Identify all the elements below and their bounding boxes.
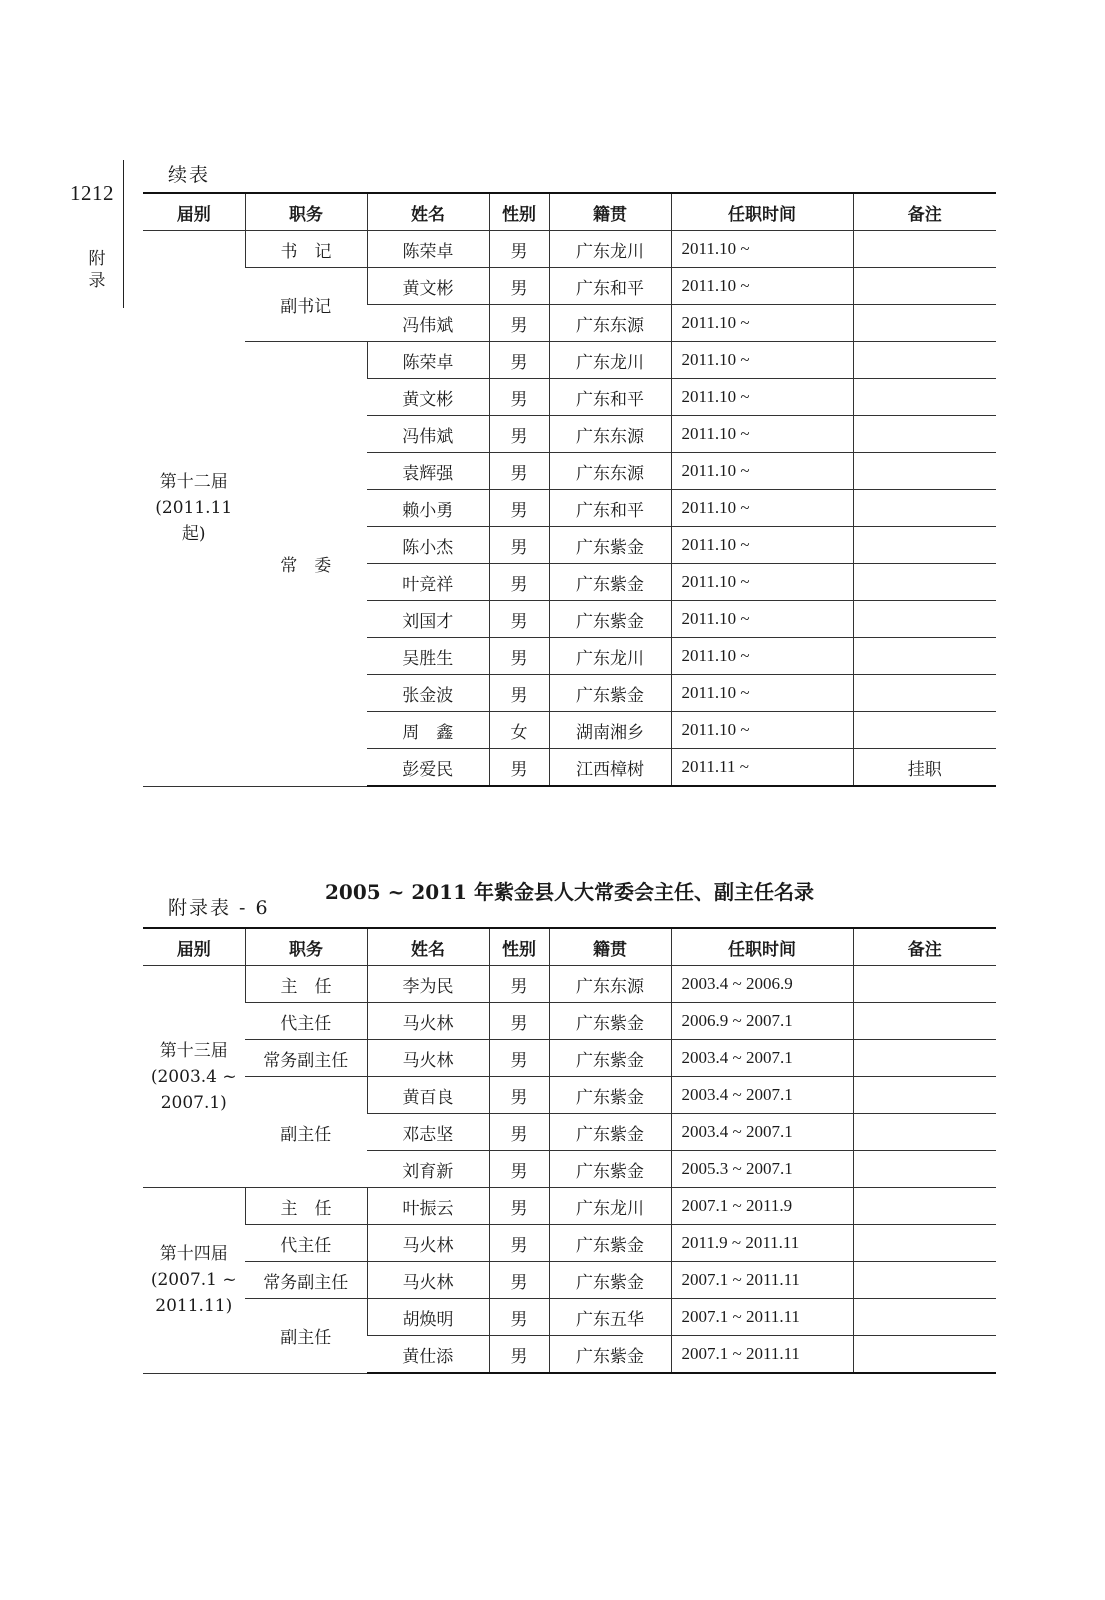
member-origin: 江西樟树 — [549, 749, 671, 787]
member-origin: 广东紫金 — [549, 1077, 671, 1114]
member-gender: 男 — [489, 1188, 549, 1225]
member-gender: 男 — [489, 416, 549, 453]
member-period: 2007.1 ~ 2011.9 — [671, 1188, 853, 1225]
table-row — [143, 1077, 996, 1114]
member-gender: 男 — [489, 527, 549, 564]
column-header: 性别 — [489, 928, 549, 966]
column-header: 备注 — [853, 193, 996, 231]
table-row — [143, 1225, 996, 1262]
member-name: 黄百良 — [367, 1077, 489, 1114]
term-period: (2011.11 起) — [155, 498, 233, 545]
table-row — [143, 1299, 996, 1336]
member-gender: 男 — [489, 1262, 549, 1299]
member-origin: 广东东源 — [549, 453, 671, 490]
member-name: 马火林 — [367, 1225, 489, 1262]
member-note — [853, 1188, 996, 1225]
member-gender: 男 — [489, 1225, 549, 1262]
column-header: 籍贯 — [549, 928, 671, 966]
member-note — [853, 675, 996, 712]
role-cell: 主 任 — [245, 1188, 367, 1225]
header-row — [143, 193, 996, 231]
role-cell: 常务副主任 — [245, 1262, 367, 1299]
member-note — [853, 490, 996, 527]
member-period: 2003.4 ~ 2007.1 — [671, 1114, 853, 1151]
member-origin: 广东紫金 — [549, 1336, 671, 1374]
member-origin: 广东和平 — [549, 490, 671, 527]
member-name: 张金波 — [367, 675, 489, 712]
member-note — [853, 268, 996, 305]
role-cell: 副书记 — [245, 268, 367, 342]
member-origin: 广东紫金 — [549, 1151, 671, 1188]
member-name: 黄文彬 — [367, 268, 489, 305]
member-gender: 男 — [489, 749, 549, 787]
member-period: 2011.10 ~ — [671, 379, 853, 416]
table2-caption: 附录表 - 6 — [168, 897, 270, 919]
member-period: 2011.11 ~ — [671, 749, 853, 787]
column-header: 籍贯 — [549, 193, 671, 231]
member-period: 2011.10 ~ — [671, 305, 853, 342]
member-name: 陈小杰 — [367, 527, 489, 564]
member-note — [853, 416, 996, 453]
role-cell: 副主任 — [245, 1077, 367, 1188]
member-origin: 广东紫金 — [549, 675, 671, 712]
member-origin: 广东和平 — [549, 268, 671, 305]
column-header: 届别 — [143, 928, 245, 966]
column-header: 届别 — [143, 193, 245, 231]
member-note — [853, 966, 996, 1003]
member-origin: 广东紫金 — [549, 1040, 671, 1077]
member-period: 2011.10 ~ — [671, 490, 853, 527]
member-gender: 男 — [489, 1299, 549, 1336]
role-cell: 常务副主任 — [245, 1040, 367, 1077]
member-period: 2011.10 ~ — [671, 416, 853, 453]
term-name: 第十二届 — [159, 472, 228, 493]
term-cell — [143, 966, 245, 1188]
member-name: 刘国才 — [367, 601, 489, 638]
member-note: 挂职 — [853, 749, 996, 787]
section-title: 2005 ~ 2011 年紫金县人大常委会主任、副主任名录 — [325, 880, 814, 904]
member-origin: 广东龙川 — [549, 342, 671, 379]
column-header: 任职时间 — [671, 928, 853, 966]
page-number: 1212 — [70, 181, 114, 205]
member-note — [853, 231, 996, 268]
column-header: 备注 — [853, 928, 996, 966]
term-period: (2003.4 ~ 2007.1) — [150, 1066, 237, 1113]
member-note — [853, 1077, 996, 1114]
member-name: 冯伟斌 — [367, 305, 489, 342]
role-cell: 代主任 — [245, 1225, 367, 1262]
column-header: 姓名 — [367, 193, 489, 231]
member-note — [853, 305, 996, 342]
member-origin: 广东紫金 — [549, 564, 671, 601]
member-note — [853, 1262, 996, 1299]
member-period: 2011.10 ~ — [671, 342, 853, 379]
member-gender: 男 — [489, 1151, 549, 1188]
npc-leaders-table — [143, 927, 996, 1374]
member-gender: 男 — [489, 453, 549, 490]
member-origin: 广东东源 — [549, 305, 671, 342]
member-name: 彭爱民 — [367, 749, 489, 787]
member-name: 黄文彬 — [367, 379, 489, 416]
member-origin: 广东龙川 — [549, 231, 671, 268]
role-cell: 书 记 — [245, 231, 367, 268]
column-header: 任职时间 — [671, 193, 853, 231]
member-name: 刘育新 — [367, 1151, 489, 1188]
member-name: 黄仕添 — [367, 1336, 489, 1374]
member-note — [853, 379, 996, 416]
member-origin: 广东东源 — [549, 966, 671, 1003]
member-gender: 男 — [489, 1003, 549, 1040]
member-period: 2003.4 ~ 2007.1 — [671, 1040, 853, 1077]
member-gender: 男 — [489, 1040, 549, 1077]
member-gender: 男 — [489, 268, 549, 305]
member-period: 2011.10 ~ — [671, 638, 853, 675]
member-name: 马火林 — [367, 1040, 489, 1077]
member-gender: 男 — [489, 1114, 549, 1151]
member-name: 陈荣卓 — [367, 231, 489, 268]
member-gender: 男 — [489, 1336, 549, 1374]
member-gender: 男 — [489, 1077, 549, 1114]
committee-table — [143, 192, 996, 787]
table1-caption: 续表 — [168, 164, 211, 186]
member-name: 胡焕明 — [367, 1299, 489, 1336]
member-note — [853, 342, 996, 379]
member-period: 2011.9 ~ 2011.11 — [671, 1225, 853, 1262]
member-gender: 男 — [489, 379, 549, 416]
member-period: 2006.9 ~ 2007.1 — [671, 1003, 853, 1040]
member-period: 2011.10 ~ — [671, 564, 853, 601]
role-cell: 副主任 — [245, 1299, 367, 1374]
member-period: 2007.1 ~ 2011.11 — [671, 1262, 853, 1299]
member-gender: 男 — [489, 490, 549, 527]
member-note — [853, 564, 996, 601]
role-cell: 代主任 — [245, 1003, 367, 1040]
member-period: 2007.1 ~ 2011.11 — [671, 1336, 853, 1374]
column-header: 职务 — [245, 193, 367, 231]
side-section-label: 附录 — [88, 249, 106, 291]
member-period: 2011.10 ~ — [671, 675, 853, 712]
member-name: 马火林 — [367, 1262, 489, 1299]
member-note — [853, 1040, 996, 1077]
member-origin: 广东紫金 — [549, 527, 671, 564]
member-origin: 湖南湘乡 — [549, 712, 671, 749]
member-name: 叶竞祥 — [367, 564, 489, 601]
table-row — [143, 1188, 996, 1225]
member-origin: 广东东源 — [549, 416, 671, 453]
member-period: 2003.4 ~ 2007.1 — [671, 1077, 853, 1114]
member-origin: 广东紫金 — [549, 1225, 671, 1262]
member-note — [853, 1151, 996, 1188]
member-gender: 男 — [489, 638, 549, 675]
member-period: 2005.3 ~ 2007.1 — [671, 1151, 853, 1188]
member-period: 2003.4 ~ 2006.9 — [671, 966, 853, 1003]
member-gender: 男 — [489, 601, 549, 638]
member-gender: 男 — [489, 675, 549, 712]
member-name: 叶振云 — [367, 1188, 489, 1225]
member-period: 2011.10 ~ — [671, 268, 853, 305]
table-row — [143, 966, 996, 1003]
member-gender: 男 — [489, 231, 549, 268]
member-note — [853, 1225, 996, 1262]
member-note — [853, 1003, 996, 1040]
member-gender: 男 — [489, 564, 549, 601]
member-period: 2007.1 ~ 2011.11 — [671, 1299, 853, 1336]
member-origin: 广东和平 — [549, 379, 671, 416]
table-row — [143, 268, 996, 305]
member-origin: 广东紫金 — [549, 1003, 671, 1040]
term-name: 第十三届 — [159, 1040, 228, 1061]
column-header: 职务 — [245, 928, 367, 966]
table-row — [143, 1040, 996, 1077]
member-name: 吴胜生 — [367, 638, 489, 675]
header-row — [143, 928, 996, 966]
member-origin: 广东龙川 — [549, 638, 671, 675]
member-origin: 广东五华 — [549, 1299, 671, 1336]
member-period: 2011.10 ~ — [671, 527, 853, 564]
member-origin: 广东紫金 — [549, 1262, 671, 1299]
column-header: 性别 — [489, 193, 549, 231]
term-period: (2007.1 ~ 2011.11) — [150, 1270, 237, 1317]
member-origin: 广东紫金 — [549, 601, 671, 638]
member-name: 赖小勇 — [367, 490, 489, 527]
member-note — [853, 601, 996, 638]
member-note — [853, 527, 996, 564]
table-row — [143, 1262, 996, 1299]
member-name: 周 鑫 — [367, 712, 489, 749]
member-period: 2011.10 ~ — [671, 712, 853, 749]
member-period: 2011.10 ~ — [671, 231, 853, 268]
member-name: 冯伟斌 — [367, 416, 489, 453]
side-rule — [123, 160, 124, 308]
member-gender: 男 — [489, 305, 549, 342]
member-name: 马火林 — [367, 1003, 489, 1040]
member-note — [853, 638, 996, 675]
member-note — [853, 1299, 996, 1336]
member-name: 李为民 — [367, 966, 489, 1003]
member-name: 陈荣卓 — [367, 342, 489, 379]
member-note — [853, 1114, 996, 1151]
term-cell — [143, 231, 245, 787]
table-row — [143, 1003, 996, 1040]
role-cell: 常 委 — [245, 342, 367, 787]
term-name: 第十四届 — [159, 1244, 228, 1265]
member-name: 袁辉强 — [367, 453, 489, 490]
member-period: 2011.10 ~ — [671, 453, 853, 490]
member-note — [853, 1336, 996, 1374]
member-gender: 女 — [489, 712, 549, 749]
member-note — [853, 453, 996, 490]
member-gender: 男 — [489, 342, 549, 379]
member-origin: 广东龙川 — [549, 1188, 671, 1225]
column-header: 姓名 — [367, 928, 489, 966]
member-origin: 广东紫金 — [549, 1114, 671, 1151]
table-row — [143, 231, 996, 268]
member-gender: 男 — [489, 966, 549, 1003]
role-cell: 主 任 — [245, 966, 367, 1003]
member-name: 邓志坚 — [367, 1114, 489, 1151]
term-cell — [143, 1188, 245, 1374]
table-row — [143, 342, 996, 379]
member-note — [853, 712, 996, 749]
member-period: 2011.10 ~ — [671, 601, 853, 638]
